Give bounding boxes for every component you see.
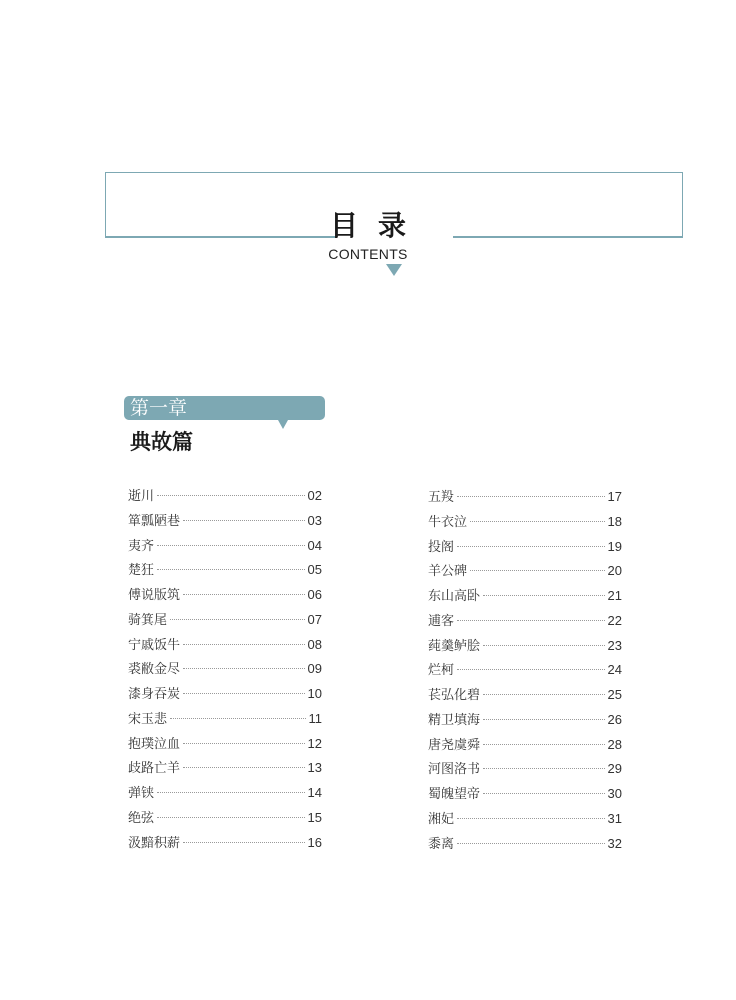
toc-entry-page: 08	[307, 636, 322, 652]
toc-column-left	[128, 485, 322, 856]
toc-entry-page: 22	[607, 612, 622, 628]
toc-entry-page: 12	[307, 735, 322, 751]
toc-entry-page: 31	[607, 810, 622, 826]
toc-entry-page: 28	[607, 736, 622, 752]
toc-entry-title: 弹铗	[128, 786, 155, 801]
toc-entry[interactable]	[428, 659, 622, 684]
toc-leader-dots	[170, 718, 305, 719]
toc-entry[interactable]	[428, 536, 622, 561]
toc-leader-dots	[183, 644, 305, 645]
toc-leader-dots	[157, 817, 305, 818]
toc-entry[interactable]	[128, 807, 322, 832]
toc-entry[interactable]	[128, 559, 322, 584]
toc-entry[interactable]	[428, 585, 622, 610]
toc-entry-title: 羊公碑	[428, 564, 468, 580]
toc-entry-title: 傅说版筑	[128, 588, 181, 603]
chapter-label: 第一章	[130, 397, 188, 419]
toc-leader-dots	[157, 495, 305, 496]
toc-leader-dots	[183, 520, 305, 521]
chapter-title: 典故篇	[130, 430, 193, 454]
toc-entry-title: 楚狂	[128, 563, 155, 579]
toc-entry-page: 20	[607, 563, 622, 579]
toc-leader-dots	[183, 842, 305, 843]
toc-entry[interactable]	[428, 758, 622, 783]
toc-entry-title: 夷齐	[128, 538, 155, 554]
toc-entry-page: 06	[307, 587, 322, 602]
toc-entry[interactable]	[128, 683, 322, 708]
toc-leader-dots	[483, 694, 605, 695]
toc-entry-title: 逝川	[128, 489, 155, 504]
toc-leader-dots	[183, 594, 305, 595]
toc-entry-page: 04	[307, 537, 322, 553]
toc-entry[interactable]	[128, 485, 322, 510]
toc-leader-dots	[183, 668, 305, 669]
toc-entry-page: 30	[607, 786, 622, 801]
toc-entry-page: 25	[607, 687, 622, 702]
toc-entry[interactable]	[128, 757, 322, 782]
toc-entry-title: 莼羹鲈脍	[428, 638, 481, 654]
chapter-pointer-icon	[278, 420, 288, 429]
toc-entry-page: 24	[607, 662, 622, 678]
toc-entry[interactable]	[128, 510, 322, 535]
toc-entry[interactable]	[428, 560, 622, 585]
toc-entry-page: 32	[607, 835, 622, 851]
toc-entry-page: 11	[308, 710, 322, 726]
toc-leader-dots	[483, 744, 605, 745]
toc-entry-title: 汲黯积薪	[128, 835, 181, 851]
toc-entry-title: 宋玉悲	[128, 711, 168, 727]
page-title: 目录	[329, 209, 426, 242]
toc-leader-dots	[157, 792, 305, 793]
toc-entry-title: 骑箕尾	[128, 612, 168, 628]
toc-entry[interactable]	[428, 684, 622, 709]
toc-entry-title: 东山高卧	[428, 589, 481, 604]
toc-entry[interactable]	[128, 782, 322, 807]
toc-entry[interactable]	[128, 832, 322, 857]
toc-leader-dots	[483, 768, 605, 769]
toc-entry[interactable]	[428, 486, 622, 511]
toc-leader-dots	[457, 818, 605, 819]
toc-entry[interactable]	[128, 609, 322, 634]
toc-column-right	[428, 486, 622, 857]
toc-leader-dots	[457, 546, 605, 547]
toc-entry-page: 23	[607, 637, 622, 653]
page-subtitle: CONTENTS	[328, 246, 408, 262]
toc-entry[interactable]	[128, 584, 322, 609]
toc-entry[interactable]	[128, 634, 322, 659]
toc-entry[interactable]	[428, 783, 622, 808]
toc-leader-dots	[483, 595, 605, 596]
toc-leader-dots	[483, 793, 605, 794]
toc-entry-title: 蜀魄望帝	[428, 787, 481, 802]
toc-entry-title: 苌弘化碧	[428, 688, 481, 703]
toc-entry-page: 21	[607, 588, 622, 603]
toc-leader-dots	[157, 569, 305, 570]
toc-leader-dots	[483, 719, 605, 720]
toc-entry-title: 湘妃	[428, 811, 455, 827]
toc-entry-page: 13	[307, 760, 322, 776]
toc-entry[interactable]	[428, 511, 622, 536]
toc-entry-title: 河图洛书	[428, 762, 481, 778]
toc-leader-dots	[457, 496, 605, 497]
toc-entry-title: 逋客	[428, 613, 455, 629]
toc-leader-dots	[483, 645, 605, 646]
toc-entry-page: 10	[307, 686, 322, 701]
toc-entry[interactable]	[128, 733, 322, 758]
toc-leader-dots	[183, 743, 305, 744]
toc-entry[interactable]	[428, 808, 622, 833]
toc-leader-dots	[170, 619, 305, 620]
toc-entry-title: 抱璞泣血	[128, 736, 181, 752]
toc-leader-dots	[457, 843, 605, 844]
toc-entry-title: 裘敝金尽	[128, 662, 181, 678]
toc-entry-title: 歧路亡羊	[128, 761, 181, 777]
toc-entry-title: 烂柯	[428, 663, 455, 679]
toc-entry[interactable]	[128, 658, 322, 683]
toc-entry[interactable]	[428, 734, 622, 759]
toc-entry-page: 15	[307, 809, 322, 825]
toc-leader-dots	[470, 570, 605, 571]
toc-entry-title: 精卫填海	[428, 712, 481, 728]
toc-entry[interactable]	[128, 535, 322, 560]
toc-leader-dots	[457, 669, 605, 670]
toc-entry-title: 五羖	[428, 490, 455, 505]
toc-entry-page: 05	[307, 562, 322, 578]
toc-entry-title: 箪瓢陋巷	[128, 513, 181, 529]
toc-entry[interactable]	[128, 708, 322, 733]
toc-entry-title: 唐尧虞舜	[428, 737, 481, 753]
toc-entry[interactable]	[428, 610, 622, 635]
toc-entry[interactable]	[428, 833, 622, 858]
toc-leader-dots	[157, 545, 305, 546]
toc-entry-title: 黍离	[428, 836, 455, 852]
toc-entry-page: 09	[307, 661, 322, 677]
toc-entry-title: 投阁	[428, 539, 455, 555]
toc-entry-page: 03	[307, 512, 322, 528]
toc-leader-dots	[183, 767, 305, 768]
toc-entry-title: 绝弦	[128, 810, 155, 826]
toc-entry-page: 16	[307, 834, 322, 850]
toc-entry-page: 14	[307, 785, 322, 800]
toc-entry-page: 19	[607, 538, 622, 554]
toc-entry-page: 18	[607, 513, 622, 529]
toc-leader-dots	[183, 693, 305, 694]
toc-entry-title: 漆身吞炭	[128, 687, 181, 702]
toc-entry-title: 宁戚饭牛	[128, 637, 181, 653]
toc-entry-page: 29	[607, 761, 622, 777]
toc-entry-page: 26	[607, 711, 622, 727]
toc-entry[interactable]	[428, 709, 622, 734]
toc-leader-dots	[470, 521, 605, 522]
toc-entry-page: 07	[307, 611, 322, 627]
toc-leader-dots	[457, 620, 605, 621]
toc-entry-page: 17	[607, 489, 622, 504]
toc-entry-page: 02	[307, 488, 322, 503]
down-triangle-icon	[386, 264, 402, 276]
toc-entry-title: 牛衣泣	[428, 514, 468, 530]
toc-entry[interactable]	[428, 635, 622, 660]
